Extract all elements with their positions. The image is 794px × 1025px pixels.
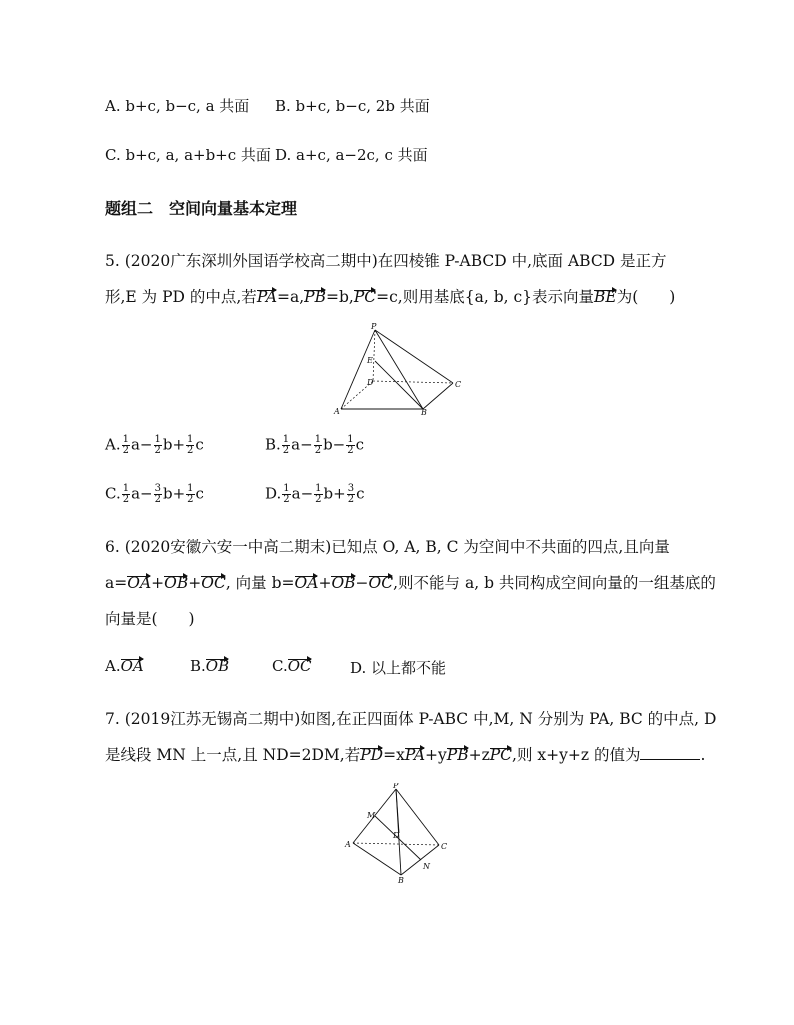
- q6-b-mid: , 向量 b=: [225, 574, 295, 592]
- fraction: $\frac{1}{2}$: [283, 483, 290, 505]
- q6-line3: 向量是( ): [105, 610, 195, 628]
- q6-line2: [105, 571, 716, 593]
- q5-option-a: A. $\frac{1}{2}$ a− $\frac{1}{2}$ b+ $\frac{1}{2}$ c: [105, 434, 204, 456]
- fraction: $\frac{1}{2}$: [282, 434, 290, 456]
- q5-eq-b: =b,: [326, 288, 354, 306]
- label-m: M: [367, 811, 376, 820]
- q6-option-b: B.OB: [190, 657, 230, 675]
- vector-pb: PB: [304, 288, 326, 306]
- label-b: B: [398, 876, 404, 883]
- q7-period: .: [700, 746, 706, 764]
- option-letter: D.: [265, 484, 282, 503]
- label-d: D: [393, 831, 400, 840]
- q7-tetrahedron-figure: [343, 783, 453, 883]
- q7-plus-y: +y: [425, 746, 447, 764]
- vector-oc: OC: [368, 574, 394, 592]
- option-letter: A.: [105, 435, 121, 454]
- vector-pb: PB: [446, 746, 469, 764]
- fraction: $\frac{3}{2}$: [154, 483, 161, 505]
- q5-option-d: D. $\frac{1}{2}$ a− $\frac{1}{2}$ b+ $\frac{3}{2}$ c: [265, 483, 365, 505]
- vector-oc: OC: [201, 574, 226, 592]
- answer-blank: [640, 745, 700, 760]
- vector-pa: PA: [256, 288, 278, 306]
- vector-pd: PD: [360, 746, 384, 764]
- q5-option-b: B. $\frac{1}{2}$ a− $\frac{1}{2}$ b− $\frac{1}{2}$ c: [265, 434, 365, 456]
- q5-tail: 为( ): [616, 288, 676, 306]
- plus-sign: +: [151, 574, 165, 592]
- q7-plus-z: +z: [468, 746, 490, 764]
- vector-pc: PC: [489, 746, 513, 764]
- vector-oc: OC: [287, 657, 312, 675]
- q7-line2-tail: ,则 x+y+z 的值为: [512, 746, 641, 764]
- q6-line2-tail: ,则不能与 a, b 共同构成空间向量的一组基底的: [393, 574, 716, 592]
- fraction: $\frac{1}{2}$: [187, 483, 194, 505]
- label-p: P: [371, 323, 377, 331]
- vector-oa: OA: [294, 574, 319, 592]
- q4-option-b: B. b+c, b−c, 2b 共面: [275, 97, 430, 115]
- label-d: D: [367, 378, 374, 387]
- q5-eq-c: =c,则用基底{a, b, c}表示向量: [376, 288, 595, 306]
- vector-pa: PA: [404, 746, 426, 764]
- q5-option-c: C. $\frac{1}{2}$ a− $\frac{3}{2}$ b+ $\frac{1}{2}$ c: [105, 483, 204, 505]
- fraction: $\frac{1}{2}$: [347, 434, 354, 456]
- label-p: P: [393, 783, 399, 790]
- q5-eq-a: =a,: [277, 288, 305, 306]
- q6-line1: 6. (2020安徽六安一中高二期末)已知点 O, A, B, C 为空间中不共面的四点,且向量: [105, 538, 670, 556]
- label-a: A: [345, 840, 351, 849]
- plus-sign: +: [188, 574, 202, 592]
- q6-option-d: D. 以上都不能: [350, 659, 447, 677]
- q6-option-c: C.OC: [272, 657, 312, 675]
- label-b: B: [421, 408, 427, 415]
- vector-ob: OB: [205, 657, 230, 675]
- label-e: E: [367, 356, 373, 365]
- fraction: $\frac{1}{2}$: [314, 434, 322, 456]
- fraction: $\frac{1}{2}$: [122, 483, 130, 505]
- minus-sign: −: [355, 574, 369, 592]
- q5-pyramid-figure: [333, 323, 463, 415]
- label-c: C: [441, 842, 448, 851]
- fraction: $\frac{1}{2}$: [154, 434, 161, 456]
- option-letter: C.: [105, 484, 121, 503]
- q7-line2: [105, 743, 705, 765]
- q5-line1: 5. (2020广东深圳外国语学校高二期中)在四棱锥 P-ABCD 中,底面 ABCD 是正方: [105, 252, 667, 270]
- q7-eq-x: =x: [383, 746, 405, 764]
- fraction: $\frac{3}{2}$: [347, 483, 355, 505]
- label-c: C: [455, 380, 462, 389]
- q7-line1: 7. (2019江苏无锡高二期中)如图,在正四面体 P-ABC 中,M, N 分别为 PA, BC 的中点, D: [105, 710, 717, 728]
- q4-option-d: D. a+c, a−2c, c 共面: [275, 146, 428, 164]
- vector-ob: OB: [331, 574, 356, 592]
- fraction: $\frac{1}{2}$: [315, 483, 322, 505]
- q5-text: 形,E 为 PD 的中点,若: [105, 288, 257, 306]
- vector-pc: PC: [353, 288, 377, 306]
- q6-a-prefix: a=: [105, 574, 128, 592]
- q4-option-c: C. b+c, a, a+b+c 共面: [105, 146, 271, 164]
- vector-oa: OA: [120, 657, 144, 675]
- label-a: A: [334, 407, 340, 415]
- vector-be: BE: [594, 288, 617, 306]
- option-letter: B.: [265, 435, 281, 454]
- section-heading: 题组二 空间向量基本定理: [105, 199, 298, 218]
- plus-sign: +: [318, 574, 332, 592]
- vector-ob: OB: [164, 574, 189, 592]
- fraction: $\frac{1}{2}$: [187, 434, 194, 456]
- vector-oa: OA: [127, 574, 152, 592]
- q5-line2: [105, 285, 675, 307]
- label-n: N: [423, 862, 430, 871]
- q7-line2-a: 是线段 MN 上一点,且 ND=2DM,若: [105, 746, 361, 764]
- fraction: $\frac{1}{2}$: [122, 434, 129, 456]
- q4-option-a: A. b+c, b−c, a 共面: [105, 97, 250, 115]
- q6-option-a: A.OA: [105, 657, 144, 675]
